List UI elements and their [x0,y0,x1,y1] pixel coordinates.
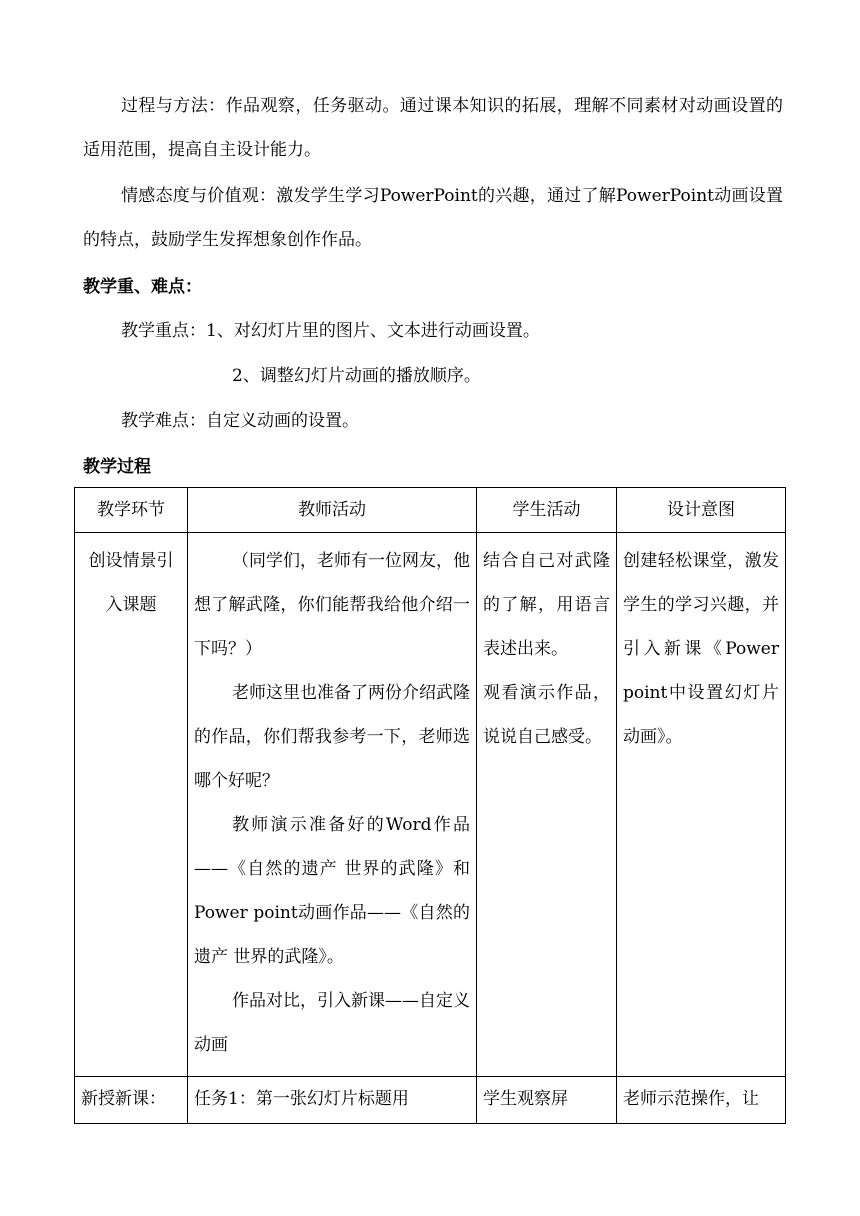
stage-cell [75,533,188,1077]
teacher-paragraph: 老师这里也准备了两份介绍武隆的作品，你们帮我参考一下，老师选哪个好呢？ [194,683,470,791]
teaching-difficulty: 教学难点：自定义动画的设置。 [121,411,359,431]
column-header-intent: 设计意图 [617,488,786,533]
objective-emotion-values: 情感态度与价值观：激发学生学习PowerPoint的兴趣，通过了解PowerPoint动画设置的特点，鼓励学生发挥想象创作作品。 [83,186,783,250]
teaching-focus-line2: 2、调整幻灯片动画的播放顺序。 [232,366,481,386]
teacher-paragraph: 任务1：第一张幻灯片标题用 [194,1089,409,1109]
objective-process-method: 过程与方法：作品观察，任务驱动。通过课本知识的拓展，理解不同素材对动画设置的适用范围，提高自主设计能力。 [83,96,783,160]
stage-text: 创设情景引入课题 [88,551,174,615]
student-paragraph: 观看演示作品，说说自己感受。 [483,683,610,747]
table-header-row [75,488,786,533]
design-intent-cell [617,1077,786,1124]
stage-cell [75,1077,188,1124]
column-header-stage: 教学环节 [75,488,188,533]
teaching-process-table [74,487,786,1124]
column-header-student: 学生活动 [477,488,617,533]
stage-text: 新授新课： [81,1089,166,1109]
design-intent-cell [617,533,786,1077]
table-row [75,1077,786,1124]
student-activity-cell [477,533,617,1077]
key-points-heading: 教学重、难点： [83,277,202,297]
teacher-paragraph: 作品对比，引入新课——自定义动画 [194,991,470,1055]
table-row [75,533,786,1077]
column-header-teacher: 教师活动 [188,488,477,533]
teacher-paragraph: 教师演示准备好的Word作品——《自然的遗产 世界的武隆》和Power point动画作品——《自然的遗产 世界的武隆》。 [194,815,470,967]
student-paragraph: 结合自己对武隆的了解，用语言表述出来。 [483,551,610,659]
teaching-focus-line1: 教学重点：1、对幻灯片里的图片、文本进行动画设置。 [121,321,540,341]
student-paragraph: 学生观察屏 [483,1089,568,1109]
teacher-activity-cell [188,533,477,1077]
student-activity-cell [477,1077,617,1124]
teacher-activity-cell [188,1077,477,1124]
intent-text: 老师示范操作，让 [623,1089,759,1109]
process-heading: 教学过程 [83,457,151,477]
intent-text: 创建轻松课堂，激发学生的学习兴趣，并引入新课《Power point中设置幻灯片动画》。 [623,551,779,747]
teacher-paragraph: （同学们，老师有一位网友，他想了解武隆，你们能帮我给他介绍一下吗？） [194,551,470,659]
